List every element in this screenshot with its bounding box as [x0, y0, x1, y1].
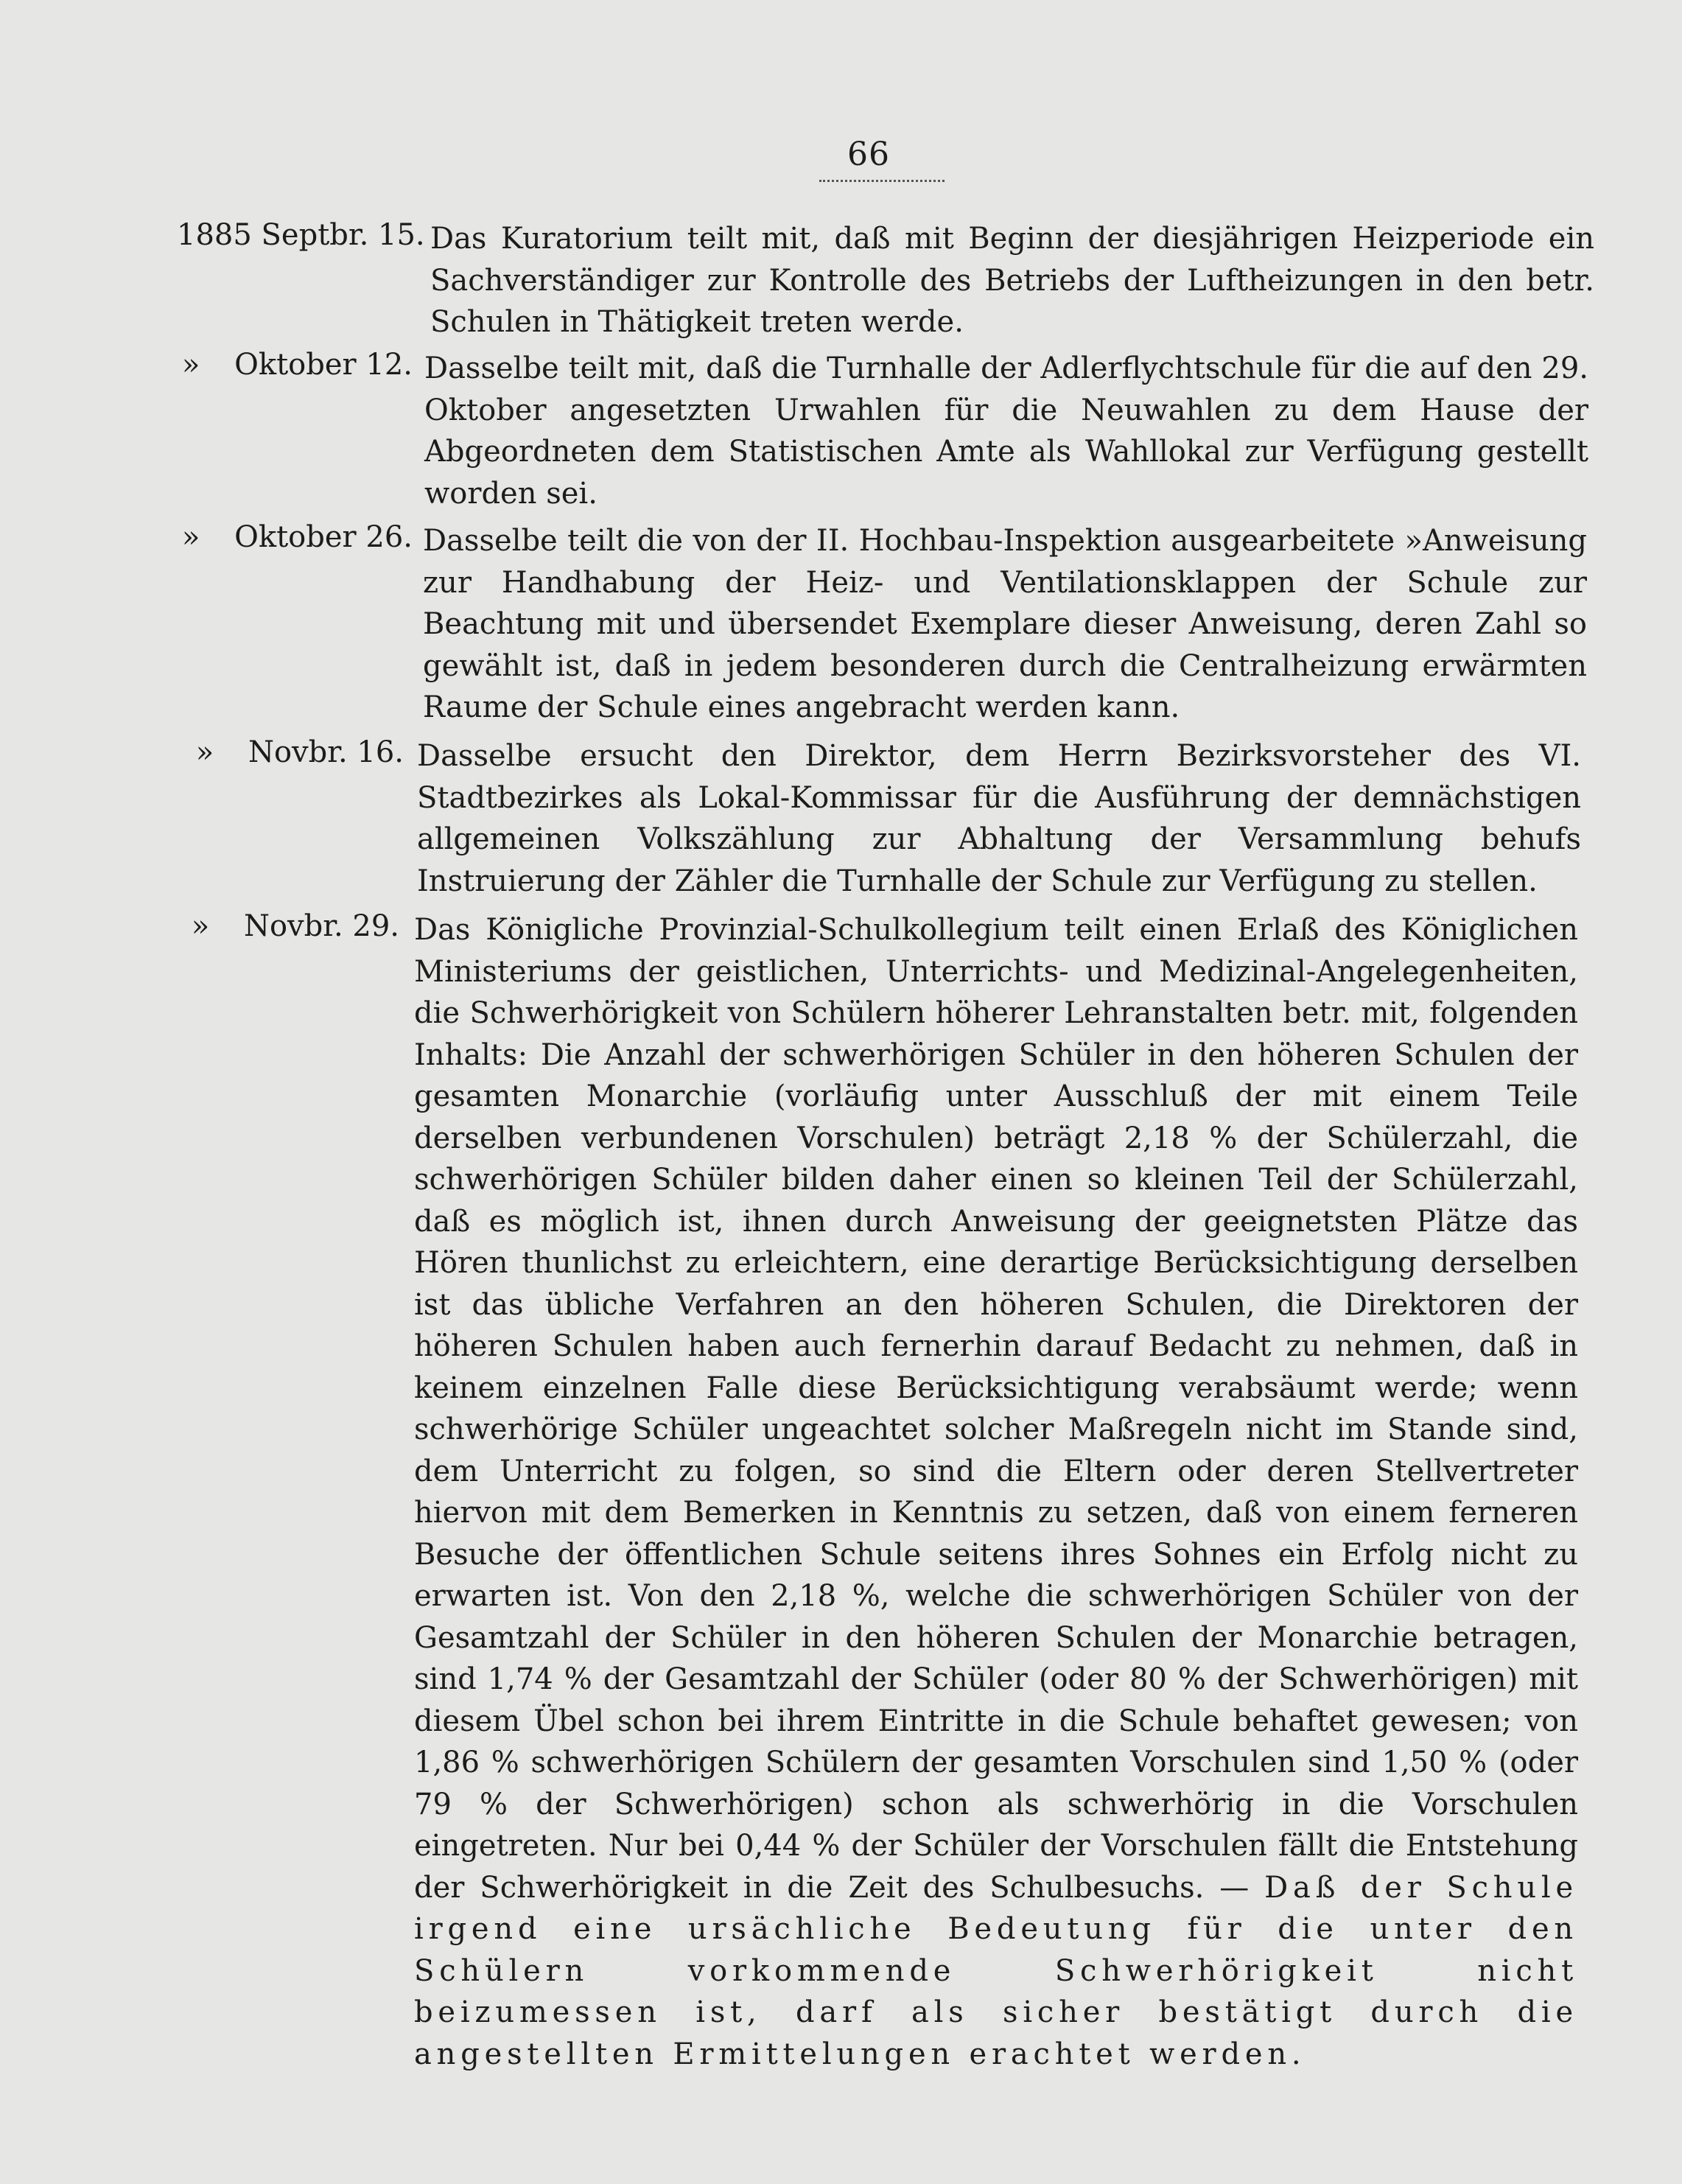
entry-body: Das Königliche Provinzial-Schulkollegium teilt einen Erlaß des Königlichen Ministeriums der geistlichen, Unterrichts- und Medizinal-Angelegenheiten, die Schwerhörigkeit von Schülern höherer Lehranstalten betr. mit, folgenden Inhalts: Die Anzahl der schwerhörigen Schüler in den höheren Schulen der gesamten Monarchie (vorläufig unter Ausschluß der mit einem Teile derselben verbundenen Vorschulen) beträgt 2,18 % der Schülerzahl, die schwerhörigen Schüler bilden daher einen so kleinen Teil der Schülerzahl, daß es möglich ist, ihnen durch Anweisung der geeignetsten Plätze das Hören thunlichst zu erleichtern, eine derartige Berücksichtigung derselben ist das übliche Verfahren an den höheren Schulen, die Direktoren der höheren Schulen haben auch fernerhin darauf Bedacht zu nehmen, daß in keinem einzelnen Falle diese Berücksichtigung verabsäumt werde; wenn schwerhörige Schüler ungeachtet solcher Maßregeln nicht im Stande sind, dem Unterricht zu folgen, so sind die Eltern oder deren Stellvertreter hiervon mit dem Bemerken in Kenntnis zu setzen, daß von einem ferneren Besuche der öffentlichen Schule seitens ihres Sohnes ein Erfolg nicht zu erwarten ist. Von den 2,18 %, welche die schwerhörigen Schüler von der Gesamtzahl der Schüler in den höheren Schulen der Monarchie betragen, sind 1,74 % der Gesamtzahl der Schüler (oder 80 % der Schwerhörigen) mit diesem Übel schon bei ihrem Eintritte in die Schule behaftet gewesen; von 1,86 % schwerhörigen Schülern der gesamten Vorschulen sind 1,50 % (oder 79 % der Schwerhörigen) schon als schwerhörig in die Vorschulen eingetreten. Nur bei 0,44 % der Schüler der Vorschulen fällt die Entstehung der Schwerhörigkeit in die Zeit des Schulbesuchs. — [414, 913, 1578, 1905]
page-number-rule [819, 174, 945, 182]
entry-date [164, 909, 399, 943]
entry-text: Dasselbe teilt mit, daß die Turnhalle der Adlerflychtschule für die auf den 29. Oktober angesetzten Urwahlen für die Neuwahlen zu dem Hause der Abgeordneten dem Statistischen Amte als Wahllokal zur Verfügung gestellt worden sei. [424, 351, 1588, 511]
page-number: 66 [847, 136, 890, 173]
entry-text: Dasselbe teilt die von der II. Hochbau-Inspektion ausgearbeitete »Anweisung zur Handhabung der Heiz- und Ventilationsklappen der Schule zur Beachtung mit und übersendet Exemplare dieser Anweisung, deren Zahl so gewählt ist, daß in jedem besonderen durch die Centralheizung erwärmten Raume der Schule eines angebracht werden kann. [423, 524, 1587, 724]
entry-text: Dasselbe ersucht den Direktor, dem Herrn Bezirksvorsteher des VI. Stadtbezirkes als Lokal-Kommissar für die Ausführung der demnächstigen allgemeinen Volkszählung zur Abhaltung der Versammlung behufs Instruierung der Zähler die Turnhalle der Schule zur Verfügung zu stellen. [417, 739, 1581, 898]
entry-date [177, 218, 425, 252]
entry-text [414, 909, 1578, 2075]
entry-date [168, 735, 404, 769]
emphasized-conclusion: Daß der Schule irgend eine ursächliche Bedeutung für die unter den Schülern vorkommende Schwerhörigkeit nicht beizumessen ist, darf als sicher bestätigt durch die angestellten Ermittelungen erachtet werden. [414, 1870, 1578, 2071]
entry-date-label: Oktober 12. [234, 348, 413, 382]
entry-text: Das Kuratorium teilt mit, daß mit Beginn der diesjährigen Heizperiode ein Sachverständiger zur Kontrolle des Betriebs der Luftheizungen in den betr. Schulen in Thätigkeit treten werde. [430, 222, 1594, 339]
entry-date-label: Novbr. 16. [248, 735, 404, 769]
entry-date [177, 520, 413, 554]
entry-date-label: Septbr. 15. [261, 218, 425, 252]
ditto-mark: » [195, 735, 214, 769]
ditto-mark: » [181, 520, 200, 554]
entry-date-label: Novbr. 29. [243, 909, 399, 943]
entry-date [177, 348, 413, 382]
ditto-mark: » [191, 909, 210, 943]
entry-date-label: Oktober 26. [234, 520, 413, 554]
entry-year: 1885 [177, 218, 252, 252]
ditto-mark: » [181, 348, 200, 382]
